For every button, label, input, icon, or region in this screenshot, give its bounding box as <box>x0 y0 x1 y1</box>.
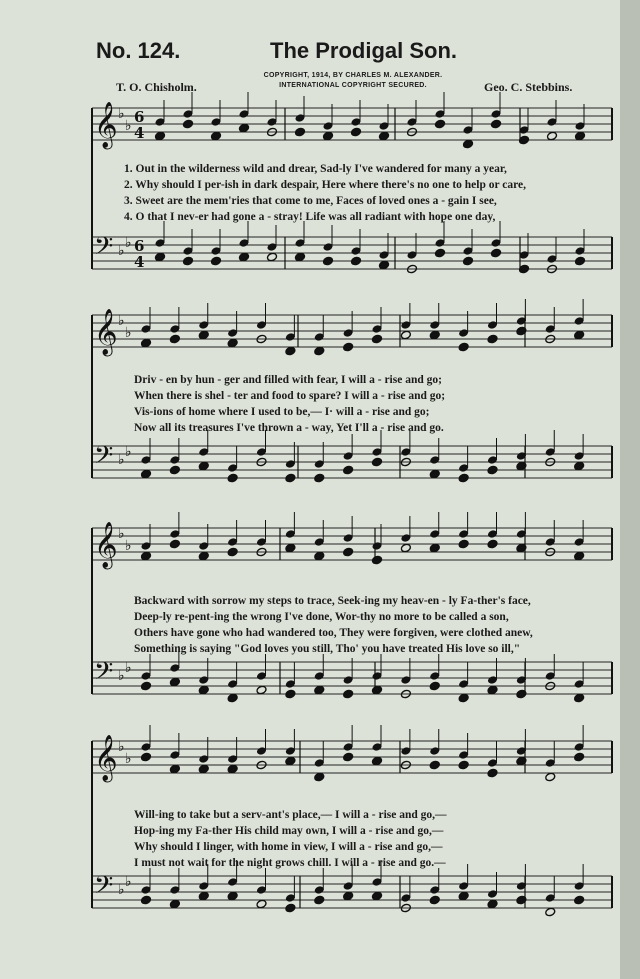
flat-sign: ♭ <box>125 874 132 890</box>
note-head <box>574 330 585 340</box>
note-head <box>183 256 194 266</box>
lyric-line: Others have gone who had wandered too, They were forgiven, were clothed anew, <box>134 627 533 639</box>
lyric-line: Vis-ions of home where I used to be,— I· will a - rise and go; <box>134 406 430 418</box>
note-head <box>379 131 390 141</box>
lyric-line: I must not wait for the night grows chill. I will a - rise and go.— <box>134 857 446 869</box>
note-head <box>458 760 469 770</box>
note-head <box>323 256 334 266</box>
lyric-line: Deep-ly re-pent-ing the wrong I've done, Wor-thy no more to be called a son, <box>134 611 509 623</box>
note-head <box>574 461 585 471</box>
hymn-number: No. 124. <box>96 38 181 63</box>
lyric-line: 3. Sweet are the mem'ries that come to me, Faces of loved ones a - gain I see, <box>124 195 497 207</box>
note-head <box>458 891 469 901</box>
note-head <box>372 756 383 766</box>
note-head <box>227 547 238 557</box>
note-head <box>198 891 209 901</box>
note-head <box>285 473 296 483</box>
note-head <box>372 555 383 565</box>
time-signature: 6 <box>134 237 145 255</box>
copyright-line: INTERNATIONAL COPYRIGHT SECURED. <box>279 82 427 89</box>
note-head <box>169 899 180 909</box>
bass-clef: 𝄢 <box>94 871 114 906</box>
note-head <box>183 119 194 129</box>
note-head <box>343 465 354 475</box>
note-head <box>372 685 383 695</box>
note-head <box>343 547 354 557</box>
note-head <box>487 899 498 909</box>
note-head <box>267 252 278 262</box>
note-head <box>574 693 585 703</box>
lyric-line: Backward with sorrow my steps to trace, Seek-ing my heav-en - ly Fa-ther's face, <box>134 595 531 607</box>
note-head <box>429 543 440 553</box>
hymn-title: The Prodigal Son. <box>270 38 458 63</box>
bass-clef: 𝄢 <box>94 657 114 692</box>
bass-clef: 𝄢 <box>94 232 114 267</box>
lyric-line: Why should I linger, with home in view, I will a - rise and go,— <box>134 841 443 853</box>
flat-sign: ♭ <box>125 118 132 134</box>
note-head <box>314 346 325 356</box>
note-head <box>314 473 325 483</box>
note-head <box>323 131 334 141</box>
note-head <box>285 756 296 766</box>
note-head <box>256 685 267 695</box>
note-head <box>429 895 440 905</box>
note-head <box>314 685 325 695</box>
note-head <box>463 139 474 149</box>
note-head <box>211 131 222 141</box>
note-head <box>372 334 383 344</box>
note-head <box>379 260 390 270</box>
note-head <box>547 131 558 141</box>
note-head <box>458 342 469 352</box>
note-head <box>487 465 498 475</box>
lyric-line: Will-ing to take but a serv-ant's place,— I will a - rise and go,— <box>134 809 447 821</box>
words-author: T. O. Chisholm. <box>116 80 197 94</box>
note-head <box>169 465 180 475</box>
time-signature: 4 <box>134 253 145 271</box>
note-head <box>239 123 250 133</box>
note-head <box>285 543 296 553</box>
note-head <box>458 693 469 703</box>
flat-sign: ♭ <box>118 882 125 898</box>
note-head <box>256 899 267 909</box>
flat-sign: ♭ <box>125 235 132 251</box>
note-head <box>343 891 354 901</box>
note-head <box>285 346 296 356</box>
note-head <box>141 338 152 348</box>
time-signature: 6 <box>134 108 145 126</box>
treble-clef: 𝄞 <box>94 735 118 781</box>
note-head <box>211 256 222 266</box>
flat-sign: ♭ <box>118 313 125 329</box>
note-head <box>400 330 411 340</box>
note-head <box>314 772 325 782</box>
lyric-line: Something is saying "God loves you still, Tho' you have treated His love so ill," <box>134 643 521 655</box>
note-head <box>343 342 354 352</box>
flat-sign: ♭ <box>118 106 125 122</box>
copyright-line: COPYRIGHT, 1914, BY CHARLES M. ALEXANDER. <box>263 72 443 79</box>
note-head <box>285 689 296 699</box>
note-head <box>169 539 180 549</box>
note-head <box>198 764 209 774</box>
note-head <box>155 252 166 262</box>
lyric-line: Now all its treasures I've thrown a - way, Yet I'll a - rise and go. <box>134 422 444 434</box>
note-head <box>351 127 362 137</box>
note-head <box>141 551 152 561</box>
music-composer: Geo. C. Stebbins. <box>484 80 573 94</box>
treble-clef: 𝄞 <box>94 522 118 568</box>
lyric-line: Hop-ing my Fa-ther His child may own, I will a - rise and go,— <box>134 825 444 837</box>
note-head <box>487 539 498 549</box>
note-head <box>429 469 440 479</box>
note-head <box>169 764 180 774</box>
flat-sign: ♭ <box>125 538 132 554</box>
note-head <box>487 768 498 778</box>
note-head <box>295 127 306 137</box>
note-head <box>141 681 152 691</box>
note-head <box>314 551 325 561</box>
note-head <box>463 256 474 266</box>
note-head <box>429 681 440 691</box>
note-head <box>227 693 238 703</box>
lyric-line: Driv - en by hun - ger and filled with fear, I will a - rise and go; <box>134 374 442 386</box>
flat-sign: ♭ <box>118 452 125 468</box>
note-head <box>458 539 469 549</box>
note-head <box>169 677 180 687</box>
lyric-line: 2. Why should I per-ish in dark despair, Here where there's no one to help or care, <box>124 179 526 191</box>
flat-sign: ♭ <box>125 444 132 460</box>
flat-sign: ♭ <box>125 751 132 767</box>
note-head <box>574 551 585 561</box>
note-head <box>141 895 152 905</box>
time-signature: 4 <box>134 124 145 142</box>
treble-clef: 𝄞 <box>94 102 118 148</box>
note-head <box>227 338 238 348</box>
flat-sign: ♭ <box>125 660 132 676</box>
note-head <box>545 907 556 917</box>
note-head <box>435 119 446 129</box>
note-head <box>351 256 362 266</box>
note-head <box>574 752 585 762</box>
note-head <box>545 772 556 782</box>
bass-clef: 𝄢 <box>94 441 114 476</box>
note-head <box>198 461 209 471</box>
flat-sign: ♭ <box>118 739 125 755</box>
note-head <box>575 131 586 141</box>
note-head <box>487 334 498 344</box>
lyric-line: When there is shel - ter and food to spare? I will a - rise and go; <box>134 390 446 402</box>
note-head <box>227 473 238 483</box>
note-head <box>429 330 440 340</box>
note-head <box>343 752 354 762</box>
note-head <box>458 473 469 483</box>
note-head <box>574 895 585 905</box>
flat-sign: ♭ <box>118 526 125 542</box>
note-head <box>227 764 238 774</box>
note-head <box>491 248 502 258</box>
note-head <box>372 891 383 901</box>
note-head <box>314 895 325 905</box>
note-head <box>141 752 152 762</box>
note-head <box>239 252 250 262</box>
note-head <box>285 903 296 913</box>
note-head <box>429 760 440 770</box>
flat-sign: ♭ <box>125 325 132 341</box>
note-head <box>169 334 180 344</box>
lyric-line: 1. Out in the wilderness wild and drear, Sad-ly I've wandered for many a year, <box>124 163 507 175</box>
note-head <box>295 252 306 262</box>
note-head <box>155 131 166 141</box>
flat-sign: ♭ <box>118 243 125 259</box>
note-head <box>227 891 238 901</box>
note-head <box>198 551 209 561</box>
note-head <box>372 457 383 467</box>
note-head <box>487 685 498 695</box>
flat-sign: ♭ <box>118 668 125 684</box>
note-head <box>141 469 152 479</box>
lyric-line: 4. O that I nev-er had gone a - stray! Life was all radiant with hope one day, <box>124 211 496 223</box>
note-head <box>400 543 411 553</box>
note-head <box>491 119 502 129</box>
book-edge <box>620 0 640 979</box>
note-head <box>575 256 586 266</box>
treble-clef: 𝄞 <box>94 309 118 355</box>
note-head <box>198 685 209 695</box>
note-head <box>198 330 209 340</box>
note-head <box>343 689 354 699</box>
note-head <box>435 248 446 258</box>
